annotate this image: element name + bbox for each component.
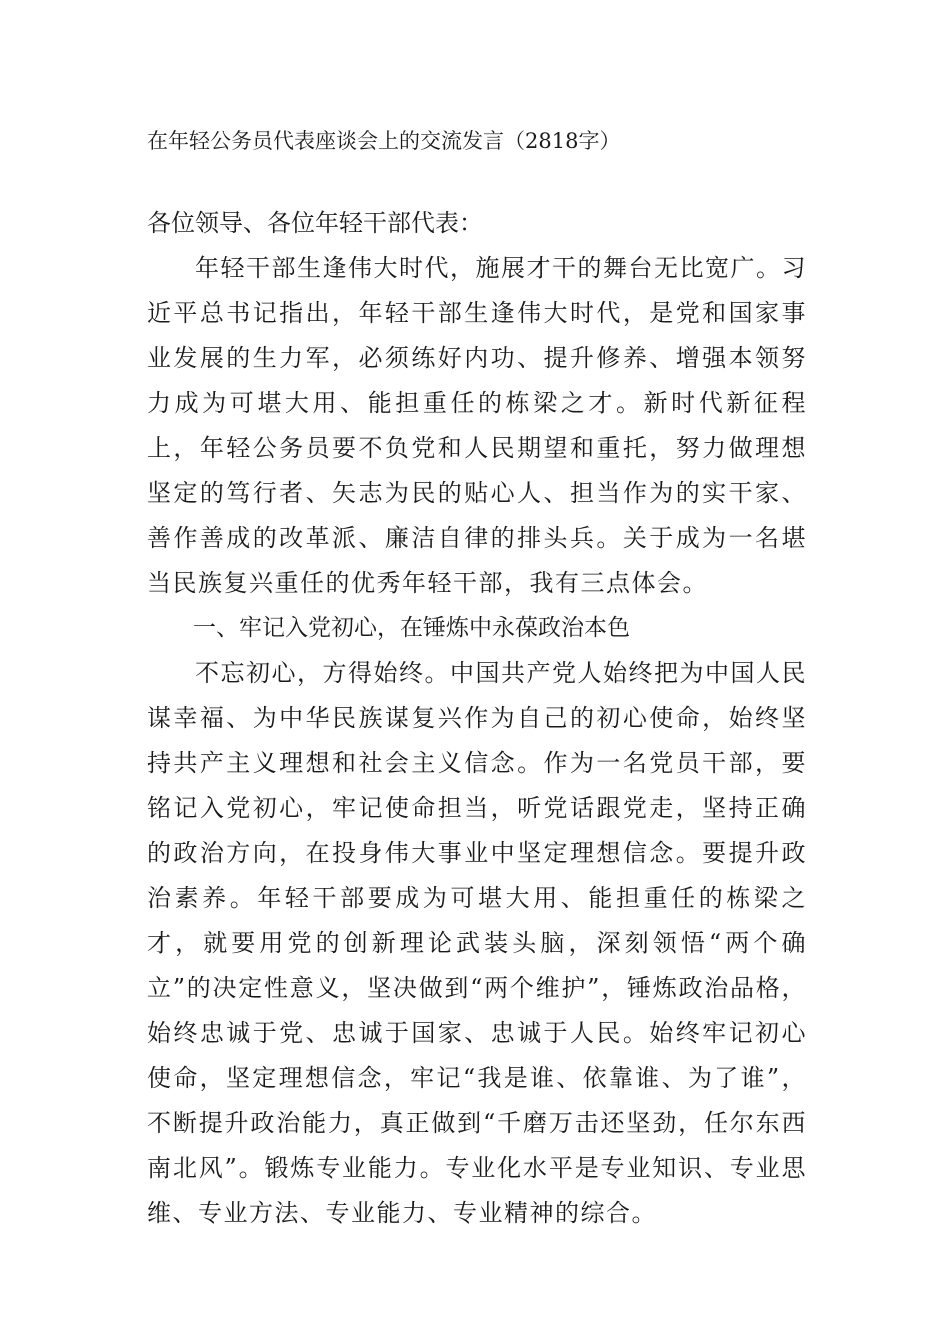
intro-paragraph: 年轻干部生逢伟大时代，施展才干的舞台无比宽广。习近平总书记指出，年轻干部生逢伟大时代，是党和国家事业发展的生力军，必须练好内功、提升修养、增强本领努力成为可堪大用、能担重任的栋梁之才。新时代新征程上，年轻公务员要不负党和人民期望和重托，努力做理想坚定的笃行者、矢志为民的贴心人、担当作为的实干家、善作善成的改革派、廉洁自律的排头兵。关于成为一名堪当民族复兴重任的优秀年轻干部，我有三点体会。 [147, 254, 807, 597]
document-body [147, 201, 807, 1236]
salutation: 各位领导、各位年轻干部代表： [147, 209, 483, 237]
section-heading: 一、牢记入党初心，在锤炼中永葆政治本色 [193, 615, 630, 641]
document-content [147, 121, 807, 1236]
document-title: 在年轻公务员代表座谈会上的交流发言（2818字） [147, 129, 621, 153]
section-paragraph: 不忘初心，方得始终。中国共产党人始终把为中国人民谋幸福、为中华民族谋复兴作为自己的初心使命，始终坚持共产主义理想和社会主义信念。作为一名党员干部，要铭记入党初心，牢记使命担当，听党话跟党走，坚持正确的政治方向，在投身伟大事业中坚定理想信念。要提升政治素养。年轻干部要成为可堪大用、能担重任的栋梁之才，就要用党的创新理论武装头脑，深刻领悟“两个确立”的决定性意义，坚决做到“两个维护”，锤炼政治品格，始终忠诚于党、忠诚于国家、忠诚于人民。始终牢记初心使命，坚定理想信念，牢记“我是谁、依靠谁、为了谁”，不断提升政治能力，真正做到“千磨万击还坚劲，任尔东西南北风”。锻炼专业能力。专业化水平是专业知识、专业思维、专业方法、专业能力、专业精神的综合。 [147, 659, 807, 1227]
